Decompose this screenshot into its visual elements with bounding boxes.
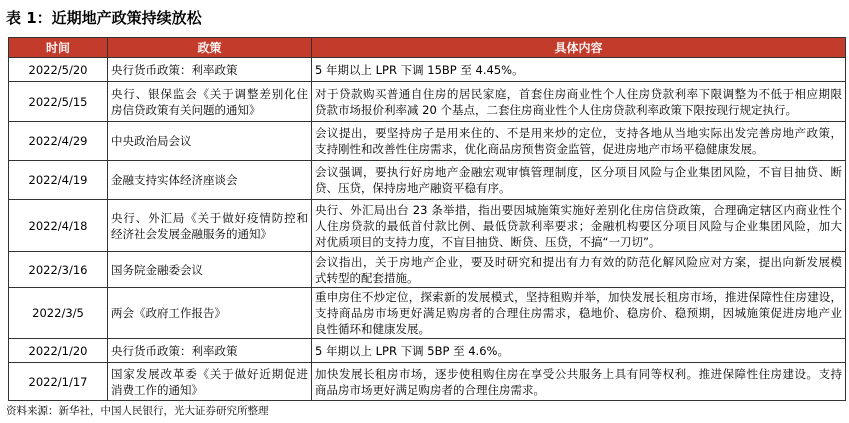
policy-table xyxy=(8,37,846,401)
policy-line: 金融支持实体经济座谈会 xyxy=(111,173,238,187)
policy-cell xyxy=(108,82,312,122)
table-row xyxy=(9,58,846,82)
policy-line: 国家发展改革委《关于做好近期促进 xyxy=(111,366,308,381)
table-row xyxy=(9,82,846,122)
column-header-content: 具体内容 xyxy=(312,38,846,58)
policy-line: 房信贷政策有关问题的通知》 xyxy=(111,102,261,117)
policy-cell xyxy=(108,363,312,401)
date-cell: 2022/5/20 xyxy=(9,58,108,82)
content-line: 对于贷款购买普通自住房的居民家庭，首套住房商业性个人住房贷款利率下限调整为不低于相应期限 xyxy=(315,86,842,101)
content-line: 重申房住不炒定位，探索新的发展模式，坚持租购并举，加快发展长租房市场，推进保障性住房建设， xyxy=(315,290,842,304)
date-cell: 2022/3/16 xyxy=(9,252,108,288)
content-cell xyxy=(312,200,846,252)
content-cell xyxy=(312,252,846,288)
policy-line: 中央政治局会议 xyxy=(111,134,192,148)
content-line: 会议强调，要执行好房地产金融宏观审慎管理制度，区分项目风险与企业集团风险，不盲目抽贷、断 xyxy=(315,165,842,179)
policy-line: 央行货币政策：利率政策 xyxy=(111,62,238,77)
content-line: 贷、压贷，保持房地产融资平稳有序。 xyxy=(315,181,511,195)
policy-line: 央行货币政策：利率政策 xyxy=(111,343,238,358)
content-cell xyxy=(312,339,846,363)
policy-line: 消费工作的通知》 xyxy=(111,382,203,397)
table-row xyxy=(9,288,846,339)
content-line: 人住房贷款的最低首付款比例、最低贷款利率要求；金融机构要区分项目风险与企业集团风险，加大 xyxy=(315,218,842,233)
content-line: 支持刚性和改善性住房需求，优化商品房预售资金监管，促进房地产市场平稳健康发展。 xyxy=(315,142,764,156)
content-cell xyxy=(312,82,846,122)
content-line: 式转型的配套措施。 xyxy=(315,270,419,285)
column-header-date: 时间 xyxy=(9,38,108,58)
content-cell xyxy=(312,58,846,82)
table-row xyxy=(9,363,846,401)
policy-cell xyxy=(108,161,312,200)
table-row xyxy=(9,339,846,363)
content-line: 支持商品房市场更好满足购房者的合理住房需求，稳地价、稳房价、稳预期，因城施策促进房地产业 xyxy=(315,306,842,320)
content-line: 商品房市场更好满足购房者的合理住房需求。 xyxy=(315,382,545,397)
date-cell: 2022/4/29 xyxy=(9,122,108,161)
table-title: 表 1：近期地产政策持续放松 xyxy=(6,9,202,27)
content-line: 5 年期以上 LPR 下调 15BP 至 4.45%。 xyxy=(315,62,524,77)
table-row xyxy=(9,200,846,252)
table-row xyxy=(9,161,846,200)
policy-line: 央行、银保监会《关于调整差别化住 xyxy=(111,86,308,101)
date-cell: 2022/1/20 xyxy=(9,339,108,363)
policy-cell xyxy=(108,200,312,252)
policy-cell xyxy=(108,339,312,363)
policy-line: 央行、外汇局《关于做好疫情防控和 xyxy=(111,210,308,225)
policy-line: 国务院金融委会议 xyxy=(111,262,203,277)
policy-line: 两会《政府工作报告》 xyxy=(111,306,226,320)
policy-cell xyxy=(108,58,312,82)
date-cell: 2022/1/17 xyxy=(9,363,108,401)
source-note: 资料来源：新华社，中国人民银行，光大证券研究所整理 xyxy=(6,405,269,417)
content-line: 会议提出，要坚持房子是用来住的、不是用来炒的定位，支持各地从当地实际出发完善房地产政策， xyxy=(315,126,842,140)
content-cell xyxy=(312,288,846,339)
policy-cell xyxy=(108,122,312,161)
date-cell: 2022/3/5 xyxy=(9,288,108,339)
content-line: 贷款市场报价利率减 20 个基点，二套住房商业性个人住房贷款利率政策下限按现行规定执行。 xyxy=(315,102,797,117)
content-line: 对优质项目的支持力度，不盲目抽贷、断贷、压贷，不搞“一刀切”。 xyxy=(315,234,661,249)
table-row xyxy=(9,122,846,161)
policy-cell xyxy=(108,252,312,288)
table-row xyxy=(9,252,846,288)
date-cell: 2022/5/15 xyxy=(9,82,108,122)
content-cell xyxy=(312,122,846,161)
policy-line: 经济社会发展金融服务的通知》 xyxy=(111,226,272,241)
content-line: 加快发展长租房市场，逐步使租购住房在享受公共服务上具有同等权利。推进保障性住房建设。支持 xyxy=(315,366,842,381)
column-header-policy: 政策 xyxy=(108,38,312,58)
header-row xyxy=(9,38,846,58)
date-cell: 2022/4/19 xyxy=(9,161,108,200)
content-cell xyxy=(312,161,846,200)
content-cell xyxy=(312,363,846,401)
content-line: 良性循环和健康发展。 xyxy=(315,322,430,336)
content-line: 5 年期以上 LPR 下调 5BP 至 4.6%。 xyxy=(315,343,509,358)
date-cell: 2022/4/18 xyxy=(9,200,108,252)
content-line: 央行、外汇局出台 23 条举措，指出要因城施策实施好差别化住房信贷政策，合理确定辖区内商业性个 xyxy=(315,202,842,217)
policy-cell xyxy=(108,288,312,339)
content-line: 会议指出，关于房地产企业，要及时研究和提出有力有效的防范化解风险应对方案，提出向新发展模 xyxy=(315,254,842,269)
